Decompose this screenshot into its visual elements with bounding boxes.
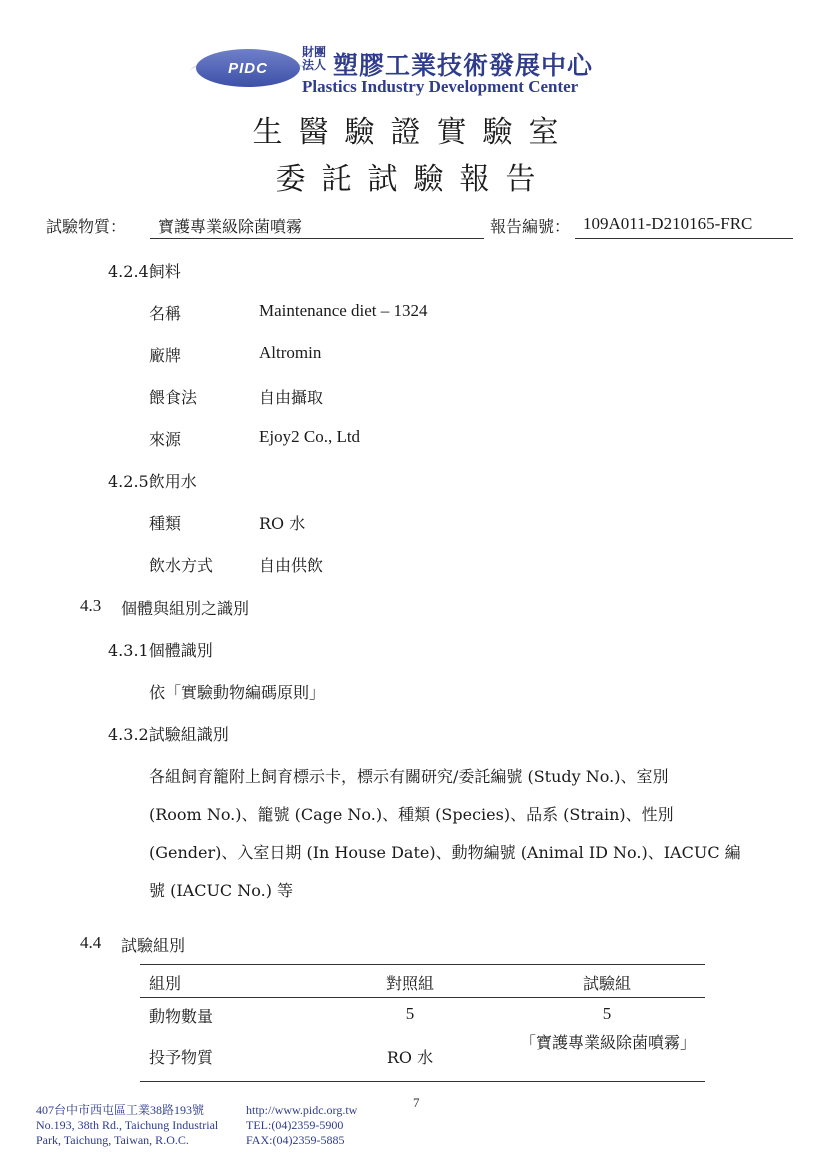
logo-text: PIDC bbox=[228, 59, 268, 77]
page-number: 7 bbox=[413, 1095, 420, 1110]
footer-tel: TEL:(04)2359-5900 bbox=[246, 1118, 344, 1132]
org-name-en: Plastics Industry Development Center bbox=[302, 77, 579, 96]
report-no-underline bbox=[575, 238, 793, 239]
footer-address-zh: 407台中市西屯區工業38路193號 bbox=[36, 1103, 205, 1117]
table-cell: 投予物質 bbox=[149, 1048, 214, 1067]
subsection-heading: 4.3.2試驗組識別 bbox=[108, 725, 229, 744]
table-top-rule bbox=[140, 964, 705, 965]
feed-row-value: 自由攝取 bbox=[259, 388, 324, 407]
report-no-value: 109A011-D210165-FRC bbox=[583, 214, 753, 233]
individual-text: 依「實驗動物編碼原則」 bbox=[149, 683, 326, 702]
lab-title: 生醫驗證實驗室 bbox=[252, 115, 575, 150]
water-row-label: 種類 bbox=[149, 514, 182, 533]
footer-fax: FAX:(04)2359-5885 bbox=[246, 1133, 345, 1147]
feed-row-value: Ejoy2 Co., Ltd bbox=[259, 427, 361, 446]
org-prefix: 財團法人 bbox=[302, 45, 327, 72]
table-cell: 5 bbox=[602, 1004, 612, 1023]
footer-address-en: No.193, 38th Rd., Taichung Industrial bbox=[36, 1118, 219, 1132]
substance-underline bbox=[150, 238, 484, 239]
water-heading: 4.2.5飲用水 bbox=[108, 472, 197, 491]
substance-value: 寶護專業級除菌噴霧 bbox=[158, 217, 303, 236]
subsection-heading: 4.3.1個體識別 bbox=[108, 641, 213, 660]
feed-row-value: Altromin bbox=[259, 343, 322, 362]
section-number: 4.3 bbox=[80, 596, 102, 615]
report-no-label: 報告編號： bbox=[490, 217, 571, 236]
table-header-cell: 組別 bbox=[149, 974, 182, 993]
section-number: 4.4 bbox=[80, 933, 102, 952]
paragraph-line: (Gender)、入室日期 (In House Date)、動物編號 (Animal ID No.)、IACUC 編 bbox=[149, 843, 741, 862]
feed-row-label: 餵食法 bbox=[149, 388, 198, 407]
table-header-rule bbox=[140, 997, 705, 998]
table-cell: 5 bbox=[405, 1004, 415, 1023]
water-row-value: RO 水 bbox=[259, 514, 306, 533]
report-title: 委託試驗報告 bbox=[275, 162, 552, 197]
org-name-zh: 塑膠工業技術發展中心 bbox=[333, 51, 594, 80]
table-cell: 「寶護專業級除菌噴霧」 bbox=[520, 1033, 697, 1052]
paragraph-line: (Room No.)、籠號 (Cage No.)、種類 (Species)、品系 (Strain)、性別 bbox=[149, 805, 674, 824]
feed-row-label: 名稱 bbox=[149, 304, 182, 323]
table-header-cell: 對照組 bbox=[385, 974, 434, 993]
water-row-value: 自由供飲 bbox=[259, 556, 324, 575]
table-bottom-rule bbox=[140, 1081, 705, 1082]
feed-row-value: Maintenance diet – 1324 bbox=[259, 301, 428, 320]
water-row-label: 飲水方式 bbox=[149, 556, 214, 575]
footer-url-link[interactable]: http://www.pidc.org.tw bbox=[246, 1103, 358, 1117]
section-heading: 個體與組別之識別 bbox=[121, 599, 250, 618]
footer-address-en: Park, Taichung, Taiwan, R.O.C. bbox=[36, 1133, 189, 1147]
section-heading: 試驗組別 bbox=[121, 936, 186, 955]
substance-label: 試驗物質： bbox=[46, 217, 127, 236]
pidc-logo bbox=[196, 49, 300, 87]
table-cell: RO 水 bbox=[386, 1048, 434, 1067]
table-header-cell: 試驗組 bbox=[582, 974, 631, 993]
feed-row-label: 來源 bbox=[149, 430, 182, 449]
feed-heading: 4.2.4飼料 bbox=[108, 262, 181, 281]
paragraph-line: 號 (IACUC No.) 等 bbox=[149, 881, 294, 900]
feed-row-label: 廠牌 bbox=[149, 346, 182, 365]
paragraph-line: 各組飼育籠附上飼育標示卡，標示有關研究/委託編號 (Study No.)、室別 bbox=[149, 767, 669, 786]
table-cell: 動物數量 bbox=[149, 1007, 214, 1026]
